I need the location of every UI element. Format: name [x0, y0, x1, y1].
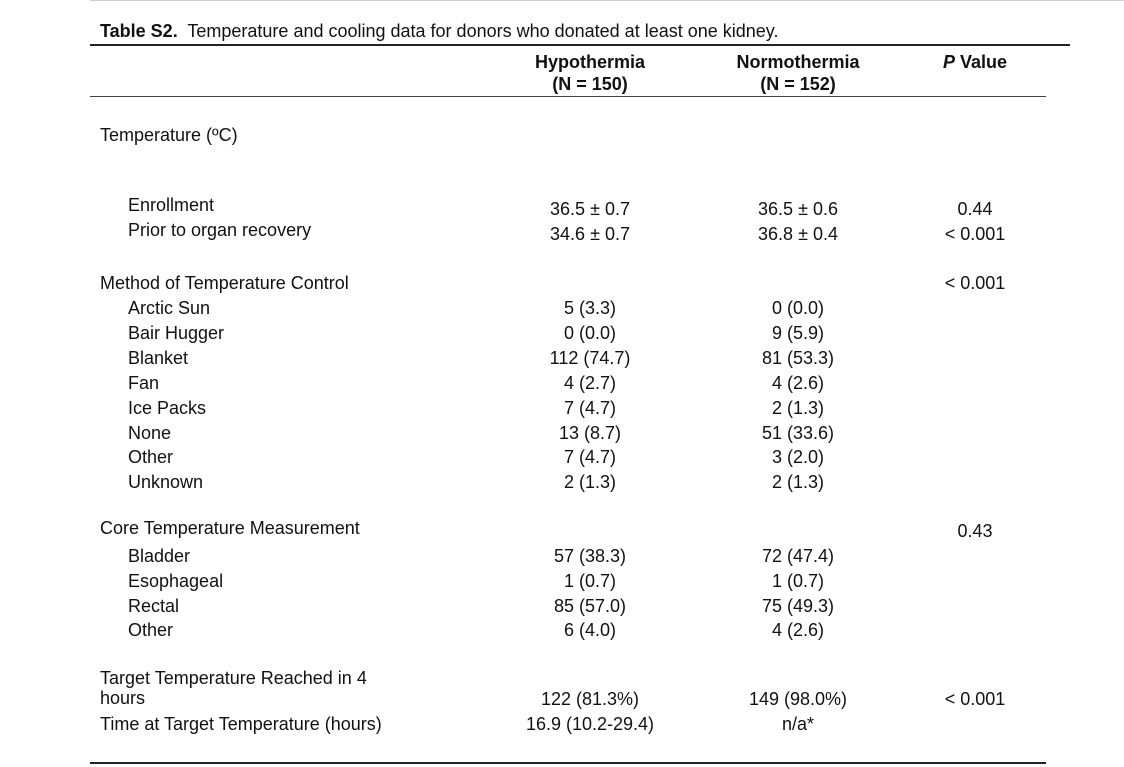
- cell-target-p: < 0.001: [944, 689, 1006, 709]
- p-value-rest: Value: [954, 52, 1008, 72]
- cell-other-method-normothermia: 3 (2.0): [771, 447, 825, 467]
- cell-other-core-hypothermia: 6 (4.0): [563, 620, 617, 640]
- cell-blanket-hypothermia: 112 (74.7): [549, 348, 631, 368]
- caption-rule: [90, 44, 1070, 46]
- row-label-unknown: Unknown: [128, 472, 204, 492]
- cell-unknown-hypothermia: 2 (1.3): [563, 472, 617, 492]
- cell-target-hypothermia: 122 (81.3%): [540, 689, 640, 709]
- bottom-rule: [90, 762, 1046, 764]
- column-normothermia-name: Normothermia: [736, 52, 860, 72]
- cell-arctic-sun-hypothermia: 5 (3.3): [563, 298, 617, 318]
- cell-enrollment-p: 0.44: [957, 199, 993, 219]
- cell-arctic-sun-normothermia: 0 (0.0): [771, 298, 825, 318]
- row-label-target-line2: hours: [100, 688, 146, 708]
- column-hypothermia-name: Hypothermia: [534, 52, 646, 72]
- section-heading-core: Core Temperature Measurement: [100, 518, 360, 538]
- cell-fan-hypothermia: 4 (2.7): [563, 373, 617, 393]
- row-label-rectal: Rectal: [128, 596, 180, 616]
- cell-prior-recovery-hypothermia: 34.6 ± 0.7: [550, 224, 630, 244]
- row-label-esophageal: Esophageal: [128, 571, 224, 591]
- cell-time-normothermia: n/a*: [781, 714, 815, 734]
- cell-method-p: < 0.001: [944, 273, 1006, 293]
- cell-bladder-hypothermia: 57 (38.3): [553, 546, 627, 566]
- section-heading-temperature: Temperature (ºC): [100, 125, 238, 145]
- cell-prior-recovery-normothermia: 36.8 ± 0.4: [758, 224, 838, 244]
- cell-none-hypothermia: 13 (8.7): [558, 423, 622, 443]
- column-hypothermia-n: (N = 150): [552, 74, 628, 94]
- cell-enrollment-hypothermia: 36.5 ± 0.7: [550, 199, 630, 219]
- column-header-hypothermia: [490, 51, 690, 95]
- p-value-italic: P: [942, 52, 955, 72]
- table-caption: [100, 21, 778, 42]
- cell-esophageal-hypothermia: 1 (0.7): [563, 571, 617, 591]
- row-label-bair-hugger: Bair Hugger: [128, 323, 225, 343]
- row-label-none: None: [128, 423, 172, 443]
- row-label-prior-recovery: Prior to organ recovery: [128, 220, 312, 240]
- section-heading-method: Method of Temperature Control: [100, 273, 349, 293]
- row-label-other-core: Other: [128, 620, 174, 640]
- top-border-line: [90, 0, 1124, 1]
- cell-target-normothermia: 149 (98.0%): [748, 689, 848, 709]
- cell-blanket-normothermia: 81 (53.3): [761, 348, 835, 368]
- row-label-target-reached: [100, 668, 367, 708]
- cell-esophageal-normothermia: 1 (0.7): [771, 571, 825, 591]
- cell-ice-packs-normothermia: 2 (1.3): [771, 398, 825, 418]
- cell-bair-hugger-normothermia: 9 (5.9): [771, 323, 825, 343]
- cell-fan-normothermia: 4 (2.6): [771, 373, 825, 393]
- row-label-bladder: Bladder: [128, 546, 191, 566]
- row-label-time-at-target: Time at Target Temperature (hours): [100, 714, 382, 734]
- column-header-p-value: [905, 51, 1045, 73]
- row-label-other-method: Other: [128, 447, 174, 467]
- row-label-target-line1: Target Temperature Reached in 4: [100, 668, 367, 688]
- cell-ice-packs-hypothermia: 7 (4.7): [563, 398, 617, 418]
- caption-text: Temperature and cooling data for donors who donated at least one kidney.: [187, 21, 779, 41]
- cell-unknown-normothermia: 2 (1.3): [771, 472, 825, 492]
- cell-core-p: 0.43: [957, 521, 993, 541]
- cell-time-hypothermia: 16.9 (10.2-29.4): [525, 714, 655, 734]
- cell-prior-recovery-p: < 0.001: [944, 224, 1006, 244]
- cell-rectal-hypothermia: 85 (57.0): [553, 596, 627, 616]
- caption-label: Table S2.: [100, 21, 178, 41]
- cell-enrollment-normothermia: 36.5 ± 0.6: [758, 199, 838, 219]
- row-label-ice-packs: Ice Packs: [128, 398, 207, 418]
- cell-other-method-hypothermia: 7 (4.7): [563, 447, 617, 467]
- row-label-fan: Fan: [128, 373, 160, 393]
- column-normothermia-n: (N = 152): [760, 74, 836, 94]
- column-header-normothermia: [698, 51, 898, 95]
- cell-bladder-normothermia: 72 (47.4): [761, 546, 835, 566]
- row-label-blanket: Blanket: [128, 348, 189, 368]
- cell-other-core-normothermia: 4 (2.6): [771, 620, 825, 640]
- cell-bair-hugger-hypothermia: 0 (0.0): [563, 323, 617, 343]
- cell-rectal-normothermia: 75 (49.3): [761, 596, 835, 616]
- row-label-arctic-sun: Arctic Sun: [128, 298, 211, 318]
- header-rule: [90, 96, 1046, 97]
- cell-none-normothermia: 51 (33.6): [761, 423, 835, 443]
- row-label-enrollment: Enrollment: [128, 195, 215, 215]
